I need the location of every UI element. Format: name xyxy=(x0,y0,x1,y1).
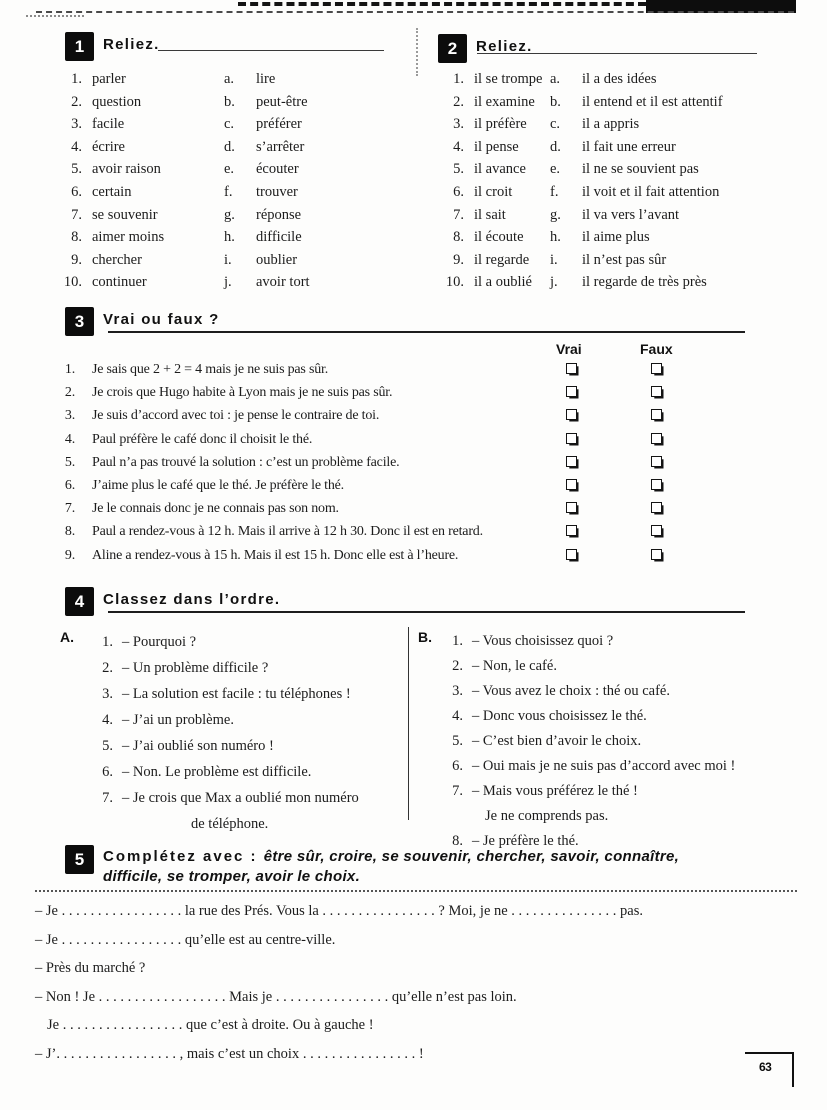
item-number: 8. xyxy=(64,524,75,540)
line-text: – Vous choisissez quoi ? xyxy=(472,633,614,649)
match-row xyxy=(436,91,816,114)
match-row xyxy=(436,181,816,204)
fill-line[interactable]: – Je . . . . . . . . . . . . . . . . . qu’elle est au centre-ville. xyxy=(35,931,336,948)
exercise-5-badge: 5 xyxy=(65,845,94,874)
header-rule xyxy=(36,11,794,13)
item-number: 2. xyxy=(71,93,82,110)
right-term[interactable]: il entend et il est attentif xyxy=(582,93,723,110)
exercise-5-title-prefix: Complétez avec : xyxy=(103,848,264,865)
exercise-3-title: Vrai ou faux ? xyxy=(103,311,220,328)
match-row xyxy=(436,226,816,249)
faux-checkbox[interactable] xyxy=(651,479,662,490)
left-term[interactable]: continuer xyxy=(92,274,147,291)
match-row xyxy=(58,271,408,294)
faux-checkbox[interactable] xyxy=(651,433,662,444)
item-number: 4. xyxy=(64,431,75,447)
match-row xyxy=(436,249,816,272)
dialogue-line[interactable] xyxy=(95,655,395,681)
fill-line: – Près du marché ? xyxy=(35,960,146,976)
match-row xyxy=(58,136,408,159)
dialogue-a-list xyxy=(95,629,395,837)
left-term[interactable]: parler xyxy=(92,71,126,87)
item-number: 9. xyxy=(64,547,75,563)
line-text: – Mais vous préférez le thé ! xyxy=(472,783,638,799)
option-letter: b. xyxy=(550,93,561,110)
item-number: 4. xyxy=(453,138,464,155)
fill-line[interactable]: – Non ! Je . . . . . . . . . . . . . . . . . . Mais je . . . . . . . . . . . . . . . . qu’elle n’est pas loin. xyxy=(35,988,517,1005)
faux-checkbox[interactable] xyxy=(651,502,662,513)
line-text: – Un problème difficile ? xyxy=(122,660,269,676)
line-text: – J’ai un problème. xyxy=(122,712,234,728)
true-false-row xyxy=(35,520,805,543)
exercise-2-title: Reliez. xyxy=(476,38,533,55)
true-false-row xyxy=(35,474,805,497)
faux-checkbox[interactable] xyxy=(651,363,662,374)
option-letter: g. xyxy=(550,206,561,223)
item-number: 10. xyxy=(63,274,82,291)
header-cropped-text xyxy=(238,2,646,6)
item-number: 6. xyxy=(71,183,82,200)
left-term[interactable]: il écoute xyxy=(474,229,524,246)
match-row xyxy=(436,136,816,159)
dialogue-line[interactable] xyxy=(445,729,805,754)
right-term[interactable]: avoir tort xyxy=(256,274,310,291)
dialogue-line[interactable] xyxy=(445,654,805,679)
true-false-row xyxy=(35,358,805,381)
left-term[interactable]: il sait xyxy=(474,206,506,223)
fill-line[interactable]: – J’. . . . . . . . . . . . . . . . . , mais c’est un choix . . . . . . . . . . . . . . . . ! xyxy=(35,1045,424,1062)
faux-checkbox[interactable] xyxy=(651,409,662,420)
match-row xyxy=(58,249,408,272)
vrai-column-header: Vrai xyxy=(556,341,582,357)
item-number: 1. xyxy=(64,362,75,377)
right-term[interactable]: il aime plus xyxy=(582,229,650,246)
line-number: 3. xyxy=(102,686,113,702)
statement: Aline a rendez-vous à 15 h. Mais il est 15 h. Donc elle est à l’heure. xyxy=(92,547,459,563)
vrai-checkbox[interactable] xyxy=(566,456,577,467)
line-text: – C’est bien d’avoir le choix. xyxy=(472,733,642,749)
vrai-checkbox[interactable] xyxy=(566,502,577,513)
option-letter: e. xyxy=(550,161,561,178)
dialogue-line[interactable] xyxy=(95,785,395,837)
right-term[interactable]: préférer xyxy=(256,116,302,133)
left-term[interactable]: se souvenir xyxy=(92,206,158,223)
item-number: 10. xyxy=(445,274,464,291)
match-row xyxy=(58,158,408,181)
match-row xyxy=(58,91,408,114)
item-number: 3. xyxy=(453,116,464,133)
statement: Je crois que Hugo habite à Lyon mais je ne suis pas sûr. xyxy=(92,385,393,401)
line-text: – Je préfère le thé. xyxy=(472,833,579,849)
line-number: 6. xyxy=(102,764,113,780)
vrai-checkbox[interactable] xyxy=(566,363,577,374)
faux-checkbox[interactable] xyxy=(651,549,662,560)
dialogue-line[interactable] xyxy=(445,704,805,729)
exercise-5-title xyxy=(103,847,793,887)
left-term[interactable]: il regarde xyxy=(474,251,530,268)
line-text-continued: Je ne comprends pas. xyxy=(485,808,609,824)
option-letter: c. xyxy=(550,116,561,133)
right-term[interactable]: difficile xyxy=(256,229,302,246)
dialogue-line[interactable] xyxy=(95,733,395,759)
option-letter: h. xyxy=(224,229,235,246)
true-false-row xyxy=(35,497,805,520)
line-text: – J’ai oublié son numéro ! xyxy=(122,738,274,754)
line-number: 3. xyxy=(452,683,463,699)
statement: J’aime plus le café que le thé. Je préfère le thé. xyxy=(92,478,344,494)
item-number: 5. xyxy=(453,161,464,178)
dialogue-column-divider xyxy=(408,627,409,820)
header-ticks xyxy=(26,15,84,17)
faux-column-header: Faux xyxy=(640,341,673,357)
option-letter: j. xyxy=(224,274,232,291)
true-false-row xyxy=(35,428,805,451)
item-number: 7. xyxy=(71,206,82,223)
left-term[interactable]: facile xyxy=(92,116,125,133)
item-number: 1. xyxy=(71,71,82,87)
line-number: 5. xyxy=(452,733,463,749)
left-term[interactable]: il croit xyxy=(474,183,513,200)
line-number: 5. xyxy=(102,738,113,754)
vrai-checkbox[interactable] xyxy=(566,386,577,397)
right-term[interactable]: il n’est pas sûr xyxy=(582,251,667,268)
option-letter: i. xyxy=(550,251,558,268)
line-number: 1. xyxy=(452,633,463,649)
exercise-2-underline xyxy=(477,53,757,54)
statement: Paul n’a pas trouvé la solution : c’est un problème facile. xyxy=(92,454,400,470)
exercise-1-match-list xyxy=(58,68,408,294)
match-row xyxy=(436,204,816,227)
match-row xyxy=(58,204,408,227)
item-number: 8. xyxy=(453,229,464,246)
page-number-box xyxy=(745,1052,794,1087)
exercise-1-title: Reliez. xyxy=(103,36,160,53)
line-text: – Pourquoi ? xyxy=(122,634,197,650)
true-false-row xyxy=(35,381,805,404)
right-term[interactable]: peut-être xyxy=(256,93,308,110)
item-number: 7. xyxy=(64,501,75,517)
exercise-4-title: Classez dans l’ordre. xyxy=(103,591,281,608)
true-false-list xyxy=(35,358,805,567)
match-row xyxy=(58,113,408,136)
vrai-checkbox[interactable] xyxy=(566,479,577,490)
match-row xyxy=(58,68,408,91)
line-number: 8. xyxy=(452,833,463,849)
item-number: 2. xyxy=(453,93,464,110)
match-row xyxy=(436,113,816,136)
right-term[interactable]: il a des idées xyxy=(582,71,657,87)
item-number: 9. xyxy=(71,251,82,268)
option-letter: d. xyxy=(550,138,561,155)
option-letter: b. xyxy=(224,93,235,110)
exercise-4-badge: 4 xyxy=(65,587,94,616)
statement: Je le connais donc je ne connais pas son nom. xyxy=(92,501,339,517)
item-number: 6. xyxy=(64,478,75,494)
dialogue-line[interactable] xyxy=(445,779,805,829)
match-row xyxy=(436,158,816,181)
left-term[interactable]: avoir raison xyxy=(92,161,161,178)
option-letter: e. xyxy=(224,161,235,178)
faux-checkbox[interactable] xyxy=(651,456,662,467)
line-number: 1. xyxy=(102,634,113,650)
vrai-checkbox[interactable] xyxy=(566,525,577,536)
match-row xyxy=(58,226,408,249)
exercise-2-badge: 2 xyxy=(438,34,467,63)
exercise-5-verb-list-line1: être sûr, croire, se souvenir, chercher, savoir, connaître, xyxy=(263,848,680,865)
line-text: – Non. Le problème est difficile. xyxy=(122,764,312,780)
option-letter: i. xyxy=(224,251,232,268)
statement: Paul a rendez-vous à 12 h. Mais il arrive à 12 h 30. Donc il est en retard. xyxy=(92,524,483,540)
line-number: 6. xyxy=(452,758,463,774)
item-number: 8. xyxy=(71,229,82,246)
option-letter: h. xyxy=(550,229,561,246)
option-letter: g. xyxy=(224,206,235,223)
left-term[interactable]: question xyxy=(92,93,142,110)
dialogue-line[interactable] xyxy=(445,754,805,779)
dialogue-line[interactable] xyxy=(445,679,805,704)
line-number: 4. xyxy=(452,708,463,724)
column-divider-dotted xyxy=(416,28,418,76)
item-number: 3. xyxy=(71,116,82,133)
right-term[interactable]: il a appris xyxy=(582,116,640,133)
right-term[interactable]: il fait une erreur xyxy=(582,138,676,155)
match-row xyxy=(436,271,816,294)
line-text: – Non, le café. xyxy=(472,658,557,674)
item-number: 3. xyxy=(64,408,75,424)
item-number: 1. xyxy=(453,71,464,87)
line-text: – Vous avez le choix : thé ou café. xyxy=(472,683,670,699)
left-term[interactable]: il pense xyxy=(474,138,519,155)
match-row xyxy=(58,181,408,204)
left-term[interactable]: il avance xyxy=(474,161,526,178)
fill-line[interactable]: – Je . . . . . . . . . . . . . . . . . la rue des Prés. Vous la . . . . . . . . . . . . . . . . ? Moi, je ne . . . . . . . . . . . . . . . pas. xyxy=(35,903,644,919)
left-term[interactable]: il se trompe xyxy=(474,71,543,87)
true-false-row xyxy=(35,544,805,567)
statement: Je sais que 2 + 2 = 4 mais je ne suis pas sûr. xyxy=(92,362,329,377)
line-number: 4. xyxy=(102,712,113,728)
faux-checkbox[interactable] xyxy=(651,525,662,536)
right-term[interactable]: s’arrêter xyxy=(256,138,305,155)
line-text-continued: de téléphone. xyxy=(191,816,269,832)
line-number: 7. xyxy=(452,783,463,799)
option-letter: f. xyxy=(224,183,233,200)
left-term[interactable]: écrire xyxy=(92,138,125,155)
right-term[interactable]: lire xyxy=(256,71,276,87)
line-number: 2. xyxy=(452,658,463,674)
vrai-checkbox[interactable] xyxy=(566,433,577,444)
item-number: 6. xyxy=(453,183,464,200)
line-text: – Oui mais je ne suis pas d’accord avec moi ! xyxy=(472,758,736,774)
dialogue-line[interactable] xyxy=(95,707,395,733)
line-text: – Je crois que Max a oublié mon numéro xyxy=(122,790,359,806)
dialogue-b-list xyxy=(445,629,805,854)
exercise-1-badge: 1 xyxy=(65,32,94,61)
right-term[interactable]: réponse xyxy=(256,206,302,223)
left-term[interactable]: aimer moins xyxy=(92,229,165,246)
option-letter: j. xyxy=(550,274,558,291)
right-term[interactable]: il va vers l’avant xyxy=(582,206,680,223)
line-text: – La solution est facile : tu téléphones ! xyxy=(122,686,351,702)
exercise-5-dotted-underline xyxy=(35,890,797,892)
statement: Je suis d’accord avec toi : je pense le contraire de toi. xyxy=(92,408,380,424)
fill-in-lines xyxy=(35,897,810,1068)
true-false-row xyxy=(35,404,805,427)
fill-line[interactable]: Je . . . . . . . . . . . . . . . . . que c’est à droite. Ou à gauche ! xyxy=(47,1017,374,1033)
column-b-label: B. xyxy=(418,629,432,645)
left-term[interactable]: il préfère xyxy=(474,116,527,133)
right-term[interactable]: écouter xyxy=(256,161,299,178)
left-term[interactable]: certain xyxy=(92,183,132,200)
item-number: 2. xyxy=(64,385,75,401)
line-number: 7. xyxy=(102,790,113,806)
item-number: 5. xyxy=(71,161,82,178)
true-false-row xyxy=(35,451,805,474)
left-term[interactable]: il a oublié xyxy=(474,274,532,291)
option-letter: a. xyxy=(224,71,235,87)
item-number: 9. xyxy=(453,251,464,268)
option-letter: d. xyxy=(224,138,235,155)
exercise-3-underline xyxy=(108,331,745,333)
vrai-checkbox[interactable] xyxy=(566,409,577,420)
dialogue-line[interactable] xyxy=(95,629,395,655)
item-number: 4. xyxy=(71,138,82,155)
exercise-5-verb-list-line2: difficile, se tromper, avoir le choix. xyxy=(103,868,361,885)
line-number: 2. xyxy=(102,660,113,676)
right-term[interactable]: oublier xyxy=(256,251,298,268)
faux-checkbox[interactable] xyxy=(651,386,662,397)
column-a-label: A. xyxy=(60,629,74,645)
exercise-3-badge: 3 xyxy=(65,307,94,336)
exercise-4-underline xyxy=(108,611,745,613)
option-letter: c. xyxy=(224,116,235,133)
dialogue-line[interactable] xyxy=(95,681,395,707)
right-term[interactable]: il regarde de très près xyxy=(582,274,707,291)
dialogue-line[interactable] xyxy=(95,759,395,785)
exercise-2-match-list xyxy=(436,68,816,294)
item-number: 7. xyxy=(453,206,464,223)
right-term[interactable]: il ne se souvient pas xyxy=(582,161,699,178)
item-number: 5. xyxy=(64,454,75,470)
left-term[interactable]: il examine xyxy=(474,93,535,110)
left-term[interactable]: chercher xyxy=(92,251,142,268)
exercise-1-underline xyxy=(158,50,384,51)
dialogue-line[interactable] xyxy=(445,629,805,654)
right-term[interactable]: trouver xyxy=(256,183,298,200)
vrai-checkbox[interactable] xyxy=(566,549,577,560)
line-text: – Donc vous choisissez le thé. xyxy=(472,708,647,724)
match-row xyxy=(436,68,816,91)
statement: Paul préfère le café donc il choisit le thé. xyxy=(92,431,313,447)
page-number: 63 xyxy=(759,1060,772,1074)
right-term[interactable]: il voit et il fait attention xyxy=(582,183,720,200)
option-letter: a. xyxy=(550,71,561,87)
option-letter: f. xyxy=(550,183,559,200)
